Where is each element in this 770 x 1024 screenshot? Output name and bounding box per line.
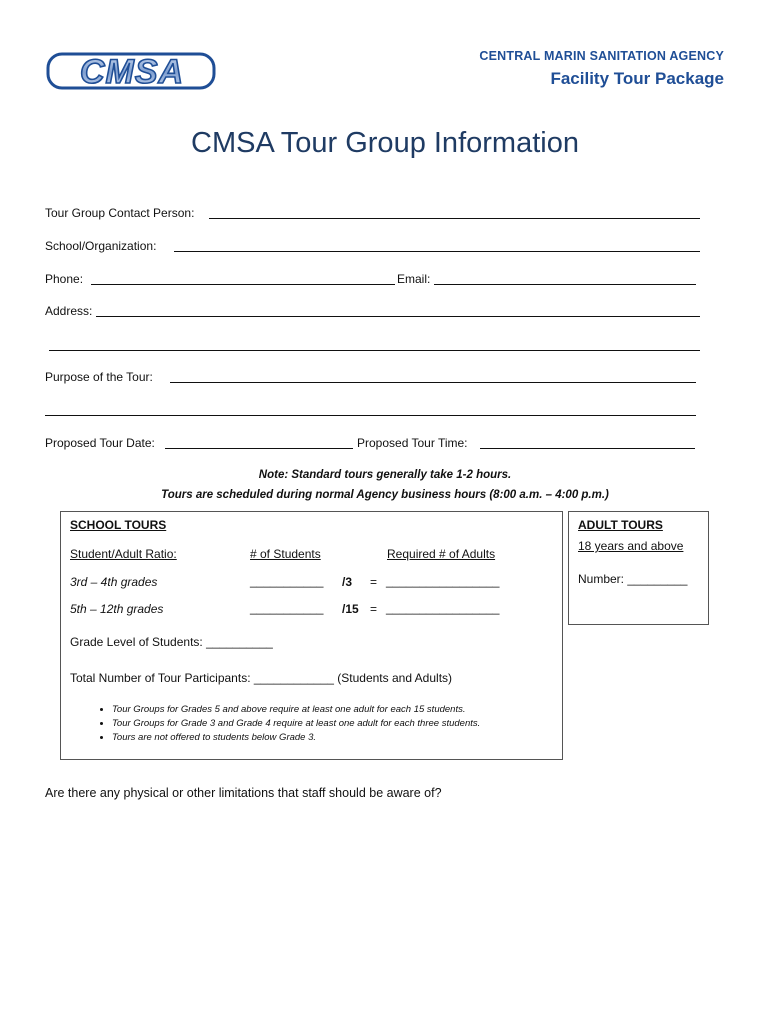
- note-hours: Tours are scheduled during normal Agency business hours (8:00 a.m. – 4:00 p.m.): [161, 489, 609, 501]
- ratio-heading: Student/Adult Ratio:: [70, 547, 177, 561]
- page-title: CMSA Tour Group Information: [191, 127, 579, 159]
- cmsa-logo: [46, 50, 218, 92]
- phone-field[interactable]: [91, 284, 395, 285]
- limitations-question: Are there any physical or other limitations that staff should be aware of?: [45, 786, 442, 800]
- adult-tours-heading: ADULT TOURS: [578, 518, 663, 532]
- phone-label: Phone:: [45, 272, 84, 286]
- email-label: Email:: [397, 272, 431, 286]
- ratio-divisor: /15: [342, 602, 359, 616]
- contact-field[interactable]: [209, 218, 700, 219]
- school-field[interactable]: [174, 251, 700, 252]
- grade-level-field[interactable]: Grade Level of Students: __________: [70, 635, 273, 649]
- package-title: Facility Tour Package: [550, 69, 724, 88]
- address-label: Address:: [45, 304, 93, 318]
- list-item: • Tours are not offered to students below Grade 3.: [112, 732, 480, 743]
- purpose-field-2[interactable]: [45, 415, 696, 416]
- grade-row-label: 3rd – 4th grades: [70, 575, 158, 589]
- list-item: • Tour Groups for Grade 3 and Grade 4 require at least one adult for each three students.: [112, 718, 480, 729]
- grade-row-label: 5th – 12th grades: [70, 602, 164, 616]
- equals-sign: =: [370, 602, 378, 616]
- adult-number-field[interactable]: Number: _________: [578, 572, 688, 586]
- total-participants-field[interactable]: Total Number of Tour Participants: ____________ (Students and Adults): [70, 671, 453, 685]
- adults-heading: Required # of Adults: [387, 547, 496, 561]
- list-item: • Tour Groups for Grades 5 and above require at least one adult for each 15 students.: [112, 704, 480, 715]
- students-blank[interactable]: ___________: [250, 574, 324, 588]
- time-label: Proposed Tour Time:: [357, 436, 468, 450]
- contact-label: Tour Group Contact Person:: [45, 206, 195, 220]
- ratio-divisor: /3: [342, 575, 353, 589]
- adult-age-label: 18 years and above: [578, 539, 684, 553]
- address-field-1[interactable]: [96, 316, 700, 317]
- purpose-field-1[interactable]: [170, 382, 696, 383]
- date-label: Proposed Tour Date:: [45, 436, 155, 450]
- adults-blank[interactable]: _________________: [386, 601, 500, 615]
- school-tours-heading: SCHOOL TOURS: [70, 518, 167, 532]
- school-label: School/Organization:: [45, 239, 157, 253]
- adults-blank[interactable]: _________________: [386, 574, 500, 588]
- students-blank[interactable]: ___________: [250, 601, 324, 615]
- equals-sign: =: [370, 575, 378, 589]
- tour-rules-list: [84, 704, 480, 746]
- purpose-label: Purpose of the Tour:: [45, 370, 153, 384]
- time-field[interactable]: [480, 448, 695, 449]
- note-duration: Note: Standard tours generally take 1-2 hours.: [258, 469, 512, 481]
- date-field[interactable]: [165, 448, 353, 449]
- agency-name: CENTRAL MARIN SANITATION AGENCY: [479, 49, 724, 63]
- svg-text:CMSA: CMSA: [79, 53, 185, 91]
- email-field[interactable]: [434, 284, 696, 285]
- address-field-2[interactable]: [49, 350, 700, 351]
- students-heading: # of Students: [250, 547, 321, 561]
